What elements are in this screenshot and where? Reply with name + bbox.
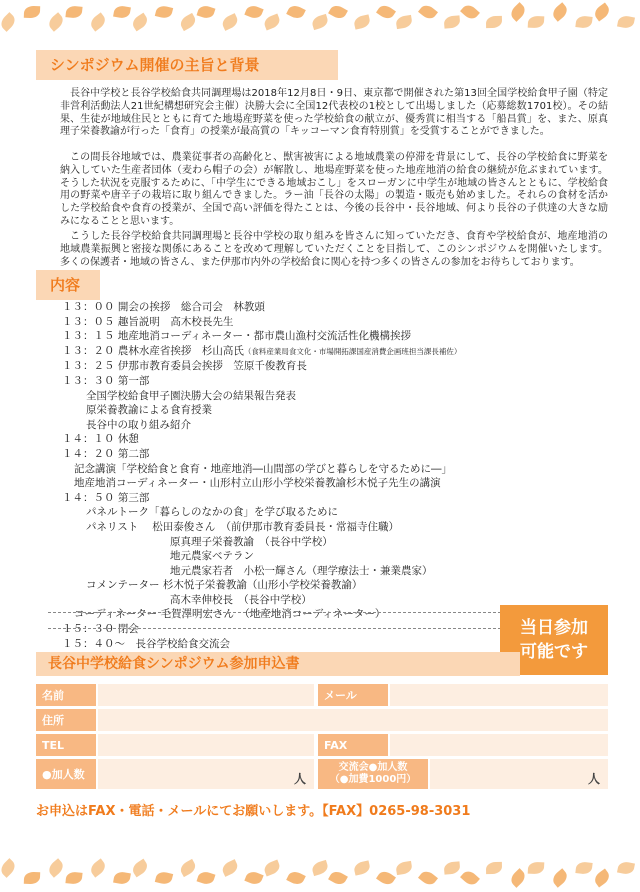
leaf-icon [113, 871, 131, 886]
leaf-icon [130, 859, 150, 878]
address-field[interactable] [98, 709, 608, 731]
section-title-contents: 内容 [36, 270, 100, 300]
schedule-item: １４：１０ 休憩 [62, 433, 139, 446]
schedule-item: １３：００ 開会の挨拶 総合司会 林教頭 [62, 301, 265, 313]
schedule-item-text: 松田泰俊さん （前伊那市教育委員長・常福寺住職） [152, 520, 400, 533]
schedule-item: １３：１５ 地産地消コーディネーター・都市農山漁村交流活性化機構挨拶 [62, 330, 411, 343]
leaf-icon [486, 862, 502, 874]
schedule-item: 全国学校給食甲子園決勝大会の結果報告発表 [86, 389, 296, 402]
badge-line: 可能です [520, 642, 588, 662]
leaf-icon [178, 859, 198, 877]
leaf-icon [46, 858, 66, 878]
leaf-icon [376, 3, 396, 22]
leaf-icon [328, 869, 348, 887]
leaf-icon [395, 15, 413, 29]
schedule-item: １５：４０～ 長谷学校給食交流会 [62, 637, 230, 650]
leaf-icon [550, 868, 570, 887]
leaf-icon [220, 13, 240, 31]
leaf-icon [262, 14, 281, 31]
schedule-list [62, 300, 552, 651]
form-row-address [36, 709, 608, 731]
leaf-icon [244, 3, 263, 20]
leaf-icon [24, 872, 40, 885]
intro-paragraph-3: こうした長谷学校給食共同調理場と長谷中学校の取り組みを皆さんに知っていただき、食育や学校給食が、地産地消の地域農業振興と密接な関係にあることを改めて理解していただくことを目指して、このシンポジウムを開催いたします。多くの保護者・地域の皆さん、また伊那市内外の学校給食に関心を持つ多くの皆さんの参加をお待ちしております。 [60, 231, 608, 268]
form-title: 長谷中学校給食シンポジウム参加申込書 [36, 652, 520, 676]
leaf-icon [460, 868, 480, 888]
email-field[interactable] [390, 684, 608, 706]
leaf-icon [592, 2, 612, 21]
name-label: 名前 [36, 684, 96, 706]
address-label: 住所 [36, 709, 96, 731]
schedule-item: パネルトーク「暮らしのなかの食」を学び取るために [86, 506, 338, 519]
leaf-icon [46, 12, 66, 32]
email-label: メール [318, 684, 388, 706]
leaf-icon [395, 861, 413, 875]
leaf-icon [617, 861, 635, 876]
schedule-item: １３：３０ 第一部 [62, 374, 150, 387]
section-title-background: シンポジウム開催の主旨と背景 [36, 50, 338, 80]
leaf-icon [311, 860, 330, 876]
leaf-icon [508, 868, 528, 888]
leaf-icon [197, 4, 216, 20]
form-row-tel-fax [36, 734, 608, 756]
leaf-icon [575, 861, 592, 875]
schedule-item: 原真理子栄養教諭 （長谷中学校） [170, 535, 333, 548]
leaf-icon [418, 868, 438, 887]
intro-paragraph-1: 長谷中学校と長谷学校給食共同調理場は2018年12月8日・9日、東京都で開催された第13回全国学校給食甲子園（特定非営利活動法人21世紀構想研究会主催）決勝大会に全国12代表校の1校として出場しました（応募総数1701校）。その結果、生徒が地域住民とともに育てた地場産野菜を使った学校給食の献立が、優秀賞に相当する「船昌賞」を、また、原真理子栄養教諭が行った「食育」の授業が最高賞の「キッコーマン食育特別賞」を受賞することができました。 [60, 88, 608, 138]
form-row-name-email [36, 684, 608, 706]
leaf-icon [286, 3, 306, 21]
leaf-icon [155, 870, 173, 886]
application-instructions: お申込はFAX・電話・メールにてお願いします。【FAX】0265-98-3031 [36, 804, 471, 819]
panelist-label: パネリスト [86, 520, 139, 533]
schedule-item: 記念講演「学校給食と食育・地産地消―山間部の学びと暮らしを守るために―」 [74, 462, 452, 475]
leaf-icon [178, 13, 198, 31]
schedule-item: １４：５０ 第三部 [62, 491, 150, 504]
leaf-icon [311, 14, 330, 30]
leaf-icon [65, 871, 82, 885]
schedule-item: 長谷中の取り組み紹介 [86, 418, 191, 431]
leaf-border-top [0, 0, 640, 34]
leaf-icon [24, 6, 40, 19]
leaf-icon [220, 859, 240, 877]
exchange-label-line: 交流会●加人数 [338, 762, 408, 773]
fax-label: FAX [318, 734, 388, 756]
leaf-icon [528, 862, 545, 875]
leaf-icon [575, 15, 592, 29]
leaf-icon [328, 3, 348, 21]
divider [48, 628, 536, 629]
leaf-icon [508, 2, 528, 22]
leaf-icon [88, 12, 108, 31]
schedule-item: 地元農家ベテラン [170, 550, 254, 563]
leaf-icon [0, 858, 18, 878]
leaf-border-bottom [0, 858, 640, 892]
application-form [36, 684, 608, 792]
leaf-icon [444, 15, 461, 28]
unit-text: 人 [293, 772, 306, 786]
leaf-icon [286, 869, 306, 887]
leaf-icon [262, 860, 281, 877]
exchange-label-line: （●加費1000円） [329, 774, 417, 785]
schedule-item: １５：３０ 閉会 [62, 623, 139, 636]
leaf-icon [0, 12, 18, 32]
leaf-icon [418, 2, 438, 21]
schedule-item: 地元農家若者 小松一輝さん（理学療法士・兼業農家） [170, 564, 433, 577]
exchange-label [318, 759, 428, 789]
tel-label: TEL [36, 734, 96, 756]
leaf-icon [460, 2, 480, 22]
schedule-item: １３：０５ 趣旨説明 高木校長先生 [62, 315, 234, 328]
leaf-icon [550, 2, 570, 21]
participants-label: ●加人数 [36, 759, 96, 789]
leaf-icon [592, 868, 612, 887]
schedule-item: 原栄養教諭による食育授業 [86, 404, 212, 417]
unit-text: 人 [587, 772, 600, 786]
schedule-item [62, 344, 552, 360]
leaf-icon [353, 14, 371, 29]
form-row-participants [36, 759, 608, 789]
schedule-item: １４：２０ 第二部 [62, 447, 150, 460]
schedule-item: 高木幸伸校長 （長谷中学校） [170, 593, 312, 606]
leaf-icon [376, 869, 396, 888]
tel-field[interactable] [98, 734, 314, 756]
leaf-icon [444, 861, 461, 874]
name-field[interactable] [98, 684, 314, 706]
leaf-icon [65, 5, 82, 19]
leaf-icon [113, 5, 131, 20]
leaf-icon [155, 4, 173, 20]
schedule-item: 地産地消コーディネーター・山形村立山形小学校栄養教諭杉木悦子先生の講演 [74, 477, 441, 490]
schedule-item: １３：２５ 伊那市教育委員会挨拶 笠原千俊教育長 [62, 360, 307, 373]
exchange-participants-field[interactable] [430, 759, 608, 789]
ministry-note: （食料産業局食文化・市場開拓課国産消費企画班担当課長補佐） [243, 346, 462, 356]
intro-paragraph-2: この間長谷地域では、農業従事者の高齢化と、獣害被害による地域農業の停滞を背景にして、長谷の学校給食に野菜を納入していた生産者団体（麦わら帽子の会）が解散し、地場産野菜を使った地産地消の給食の継続が危ぶまれています。そうした状況を克服するために、「中学生にできる地域おこし」をスローガンに中学生が地域の皆さんとともに、学校給食用の野菜や唐辛子の栽培に取り組んできました。ラー油「長谷の太陽」の製造・販売も始めました。それらの食材を活かした学校給食や食育の授業が、全国で高い評価を得たことは、今後の長谷中・長谷地域、何より長谷の子供達の大きな励みになることと思います。 [60, 152, 608, 227]
leaf-icon [130, 13, 150, 32]
fax-field[interactable] [390, 734, 608, 756]
schedule-item [62, 520, 552, 535]
badge-line: 当日参加 [520, 618, 588, 638]
schedule-item-text: １３：２０ 農林水産省挨拶 杉山高氏 [62, 344, 244, 357]
leaf-icon [353, 860, 371, 875]
leaf-icon [528, 16, 545, 29]
leaf-icon [244, 869, 263, 886]
participants-field[interactable] [98, 759, 314, 789]
leaf-icon [197, 870, 216, 886]
leaf-icon [617, 15, 635, 30]
schedule-item: コメンテーター 杉木悦子栄養教諭（山形小学校栄養教諭） [86, 579, 363, 592]
leaf-icon [88, 858, 108, 877]
divider [48, 612, 536, 613]
leaf-icon [486, 16, 502, 28]
schedule-item: コーディネーター 毛賀澤明宏さん （地産地消コーディネーター） [74, 608, 386, 621]
